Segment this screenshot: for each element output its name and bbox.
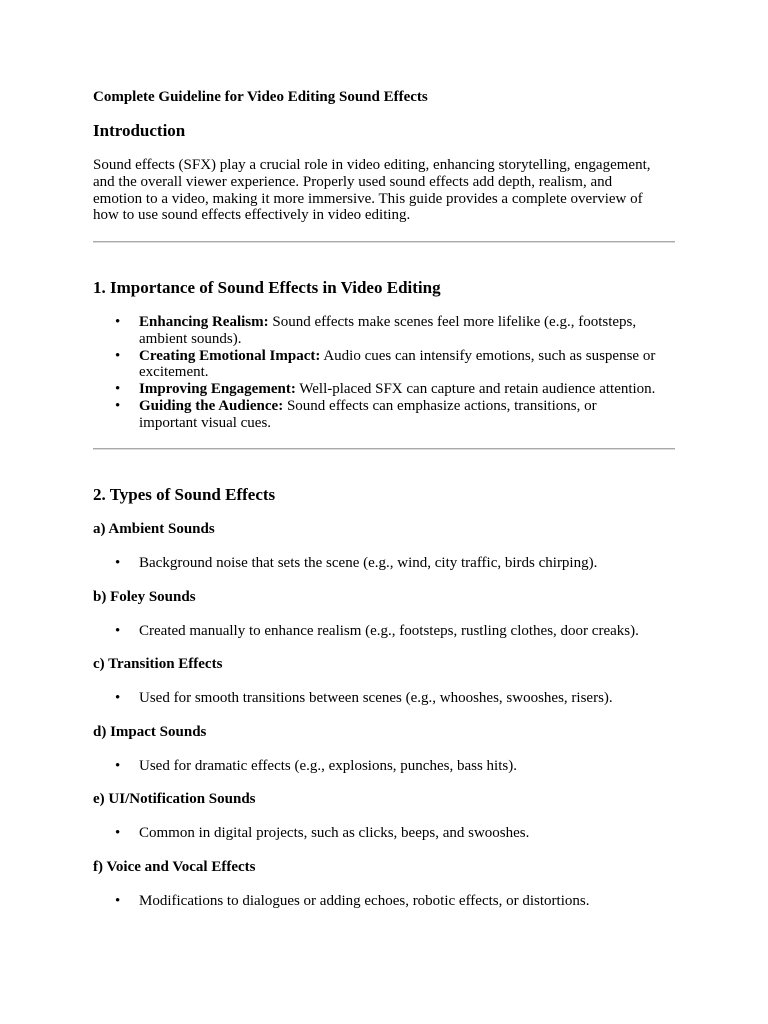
ui-notification-list: [93, 825, 693, 842]
item-text: Well-placed SFX can capture and retain audience attention.: [295, 381, 656, 398]
bullet-icon: •: [115, 381, 121, 398]
list-item: [93, 758, 693, 775]
subsection-heading-voice: f) Voice and Vocal Effects: [93, 859, 256, 875]
introduction-heading: Introduction: [93, 121, 186, 140]
foley-list: [93, 623, 693, 640]
item-text: Sound effects make scenes feel more lifelike (e.g., footsteps,: [268, 314, 637, 330]
introduction-line: emotion to a video, making it more immersive. This guide provides a complete overview of: [93, 190, 643, 207]
item-term: Enhancing Realism:: [139, 314, 269, 330]
subsection-heading-ui-notification: e) UI/Notification Sounds: [93, 791, 256, 807]
document-title: Complete Guideline for Video Editing Sound Effects: [93, 89, 428, 105]
list-item: [93, 555, 693, 572]
item-text-continued: ambient sounds).: [139, 330, 242, 347]
bullet-icon: •: [115, 397, 121, 414]
item-term: Improving Engagement:: [139, 381, 296, 398]
list-item: [93, 825, 693, 842]
introduction-line: Sound effects (SFX) play a crucial role in video editing, enhancing storytelling, engagement,: [93, 157, 651, 173]
bullet-icon: •: [115, 690, 121, 706]
bullet-icon: •: [115, 758, 121, 774]
importance-list: [93, 314, 693, 432]
voice-list: [93, 893, 693, 910]
bullet-icon: •: [115, 314, 121, 330]
list-item: [93, 398, 693, 432]
list-item: [93, 690, 693, 707]
list-item: [93, 348, 693, 382]
item-text: Common in digital projects, such as clicks, beeps, and swooshes.: [139, 825, 530, 841]
item-text: Sound effects can emphasize actions, transitions, or: [283, 397, 597, 414]
introduction-line: and the overall viewer experience. Properly used sound effects add depth, realism, and: [93, 173, 613, 190]
ambient-list: [93, 555, 693, 572]
item-text: Used for dramatic effects (e.g., explosions, punches, bass hits).: [139, 758, 517, 774]
item-term: Creating Emotional Impact:: [139, 347, 321, 364]
item-text: Used for smooth transitions between scenes (e.g., whooshes, swooshes, risers).: [139, 690, 613, 706]
item-text: Background noise that sets the scene (e.g., wind, city traffic, birds chirping).: [139, 555, 598, 571]
item-text: Created manually to enhance realism (e.g., footsteps, rustling clothes, door creaks).: [139, 623, 639, 639]
section-1-heading: 1. Importance of Sound Effects in Video Editing: [93, 278, 441, 297]
horizontal-divider: [93, 448, 675, 450]
bullet-icon: •: [115, 347, 121, 364]
subsection-heading-impact: d) Impact Sounds: [93, 724, 207, 740]
impact-list: [93, 758, 693, 775]
list-item: [93, 893, 693, 910]
bullet-icon: •: [115, 555, 121, 571]
item-text: Audio cues can intensify emotions, such as suspense or: [320, 347, 656, 364]
bullet-icon: •: [115, 893, 121, 909]
subsection-heading-foley: b) Foley Sounds: [93, 589, 196, 605]
item-term: Guiding the Audience:: [139, 397, 284, 414]
introduction-line: how to use sound effects effectively in video editing.: [93, 207, 411, 224]
bullet-icon: •: [115, 825, 121, 841]
subsection-heading-transition: c) Transition Effects: [93, 656, 223, 672]
bullet-icon: •: [115, 623, 121, 639]
item-text-continued: important visual cues.: [139, 414, 272, 431]
list-item: [93, 314, 693, 348]
subsection-heading-ambient: a) Ambient Sounds: [93, 521, 215, 537]
list-item: [93, 381, 693, 398]
horizontal-divider: [93, 241, 675, 243]
list-item: [93, 623, 693, 640]
item-text: Modifications to dialogues or adding echoes, robotic effects, or distortions.: [139, 893, 590, 909]
introduction-paragraph: [93, 157, 683, 224]
transition-list: [93, 690, 693, 707]
section-2-heading: 2. Types of Sound Effects: [93, 485, 276, 504]
item-text-continued: excitement.: [139, 364, 209, 381]
